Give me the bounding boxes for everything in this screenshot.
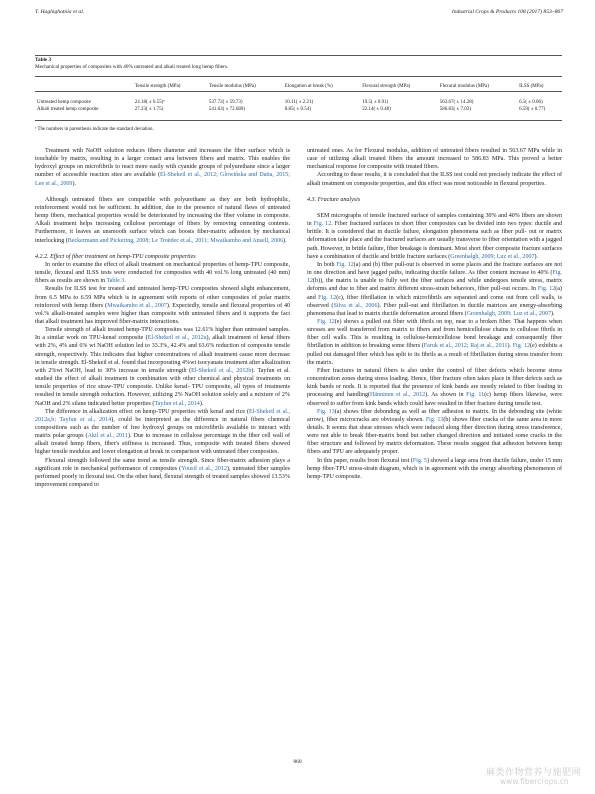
table-cell: 10.11( ± 2.21) [284, 100, 314, 106]
table-cell: Untreated hemp composite [37, 100, 91, 106]
citation-link[interactable]: Fig. 5 [412, 457, 427, 464]
citation-link[interactable]: Akil et al., 2011 [87, 433, 128, 440]
table-header-cell: Tensile modulus (MPa) [208, 84, 256, 89]
table-footnote: ᵃ The numbers in parenthesis indicate the standard deviation. [35, 127, 154, 132]
table-bottom-rule [35, 120, 562, 121]
paragraph: Flexural strength followed the same trend as tensile strength. Since fiber-matrix adhesion plays a significant role in mechanical performance of composites (Yousif et al., 2012), untreated fiber samples performed poorly in flexural test. On the other hand, flexural strength of treated samples showed 13.53% improvement compared to [35, 457, 290, 489]
table-header-cell: ILSS (MPa) [519, 84, 544, 89]
paragraph: untreated ones. As for Flexural modulus, addition of untreated fibers resulted in 563.67 MPa while in case of utilizing alkali treated fibers the amount increased to 586.83 MPa. This proved a better mechanical response for composite with treated fibers. [307, 148, 562, 171]
table-header-cell [35, 84, 133, 91]
table-cell: 586.83( ± 7.03) [439, 106, 471, 112]
table-cell: 563.67( ± 14.28) [439, 100, 474, 106]
citation-link[interactable]: El-Shekeil et al., 2012a,b; Tayfun et al., 2014 [35, 408, 290, 423]
table-header-cell: Flexural strength (MPa) [362, 84, 411, 89]
citation-link[interactable]: Fig. 12 [336, 261, 354, 268]
table-header-cell: Tensile strength (MPa) [134, 84, 181, 89]
citation-link[interactable]: Greenhalgh, 2009; Luz et al., 2007 [466, 310, 551, 317]
citation-link[interactable]: Fig. 12 [318, 294, 337, 301]
table-cell: 6.5( ± 0.06) [519, 100, 543, 106]
citation-link[interactable]: Faruk et al., 2012; Raj et al., 2011 [423, 343, 508, 350]
citation-link[interactable]: Fig. 13 [425, 416, 444, 423]
citation-link[interactable]: Fig. 12 [317, 318, 335, 325]
table-label: Table 3 [35, 57, 52, 63]
citation-link[interactable]: Greenhalgh, 2009; Luz et al., 2007 [450, 253, 535, 260]
paragraph: Fiber fractures in natural fibers is also under the control of fiber defects which become stress concentration zones during stress loading. Hence, fiber fracture often takes place in fiber defects such as kink bands or nods. It is reported that the presence of kink bands are mostly related to fiber loading in processing and handling(Hänninen et al., 2012). As shown in Fig. 11(c) hemp fibers likewise, were observed to suffer from kink bands which could have resulted in fiber fracture during tensile test. [307, 367, 563, 407]
section-heading: 4.3. Fracture analysis [307, 196, 361, 203]
running-header-journal: Industrial Crops & Products 108 (2017) 853–867 [451, 9, 563, 15]
table-header-cell: Elongation at break (%) [284, 84, 333, 89]
citation-link[interactable]: Fig. 12 [537, 286, 556, 293]
table-cell: Alkali treated hemp composite [37, 106, 99, 112]
paragraph: Tensile strength of alkali treated hemp-TPU composites was 12.61% higher than untreated samples. In a similar work on TPU-kenaf composite (El-Shekeil et al., 2012a), alkali treatment of kenaf fibers with 2%, 4% and 6% wt NaOH solution led to 33.3%, 42.4% and 63.6% reduction of composite tensile strength, respectively. This indicates that higher concentrations of alkali treatment cause more decrease in tensile strength. El-Shekeil et al. found that incorporating 4%wt isocyanate treatment after alkalization with 2%wt NaOH, lead to 30% increase in tensile strength (El-Shekeil et al., 2012b). Tayfun et al. studied the effect of alkali treatment in combination with other chemical and physical treatments on tensile properties of rice straw-TPU composite. Unlike kenaf- TPU composite, all types of treatments resulted in tensile strength reduction. However, utilizing 2% NaOH solution solely and a mixture of 2% NaOH and 2% silane indicated better properties (Tayfun et al., 2014). [35, 327, 291, 407]
citation-link[interactable]: Fig. 11 [466, 392, 485, 399]
citation-link[interactable]: Tayfun et al., 2014 [154, 400, 200, 407]
table-header-cell: Flexural modulus (MPa) [439, 84, 489, 89]
citation-link[interactable]: El-Shekeil et al., 2012b [191, 367, 252, 374]
paragraph: In order to examine the effect of alkali treatment on mechanical properties of hemp-TPU composite, tensile, flexural and ILSS tests were conducted for composites with 40 vol.% long untreated (40 mm) fibers as results are shown in Table 3. [35, 261, 290, 285]
table-cell: 27.23( ± 1.75) [134, 106, 164, 112]
table-caption [35, 57, 228, 71]
table-cell: 19.5( ± 0.91) [362, 100, 389, 106]
paragraph: Although untreated fibers are compatible with polyurethane as they are both hydrophilic, reinforcement would not be sufficient. In addition, due to the presence of natural flaws of untreated hemp fibers, mechanical properties would be deteriorated by increasing the fiber volume in composite. Alkali treatment helps increasing cellulose percentage of fibers by removing cementing contents. Furthermore, it leaves an unsmooth surface which can boosts fiber-matrix adhesion by mechanical interlocking (Beckermann and Pickering, 2008; Le Troëdec et al., 2011; Mwaikambo and Ansell, 2006). [35, 196, 290, 244]
citation-link[interactable]: Mwaikambo et al., 2007 [107, 302, 167, 309]
page-number: 860 [293, 759, 302, 765]
table-cell: 22.14( ± 0.48) [362, 106, 391, 112]
citation-link[interactable]: Fig. 12 [512, 343, 531, 350]
citation-link[interactable]: El-Shekeil et al., 2012a [147, 335, 207, 342]
table-row [35, 100, 562, 107]
citation-link[interactable]: Fig. 12 [307, 270, 562, 285]
table-header-row [35, 84, 562, 91]
citation-link[interactable]: Beckermann and Pickering, 2008; Le Troëdec et al., 2011; Mwaikambo and Ansell, 2006 [67, 237, 284, 244]
table-cell: 24.18( ± 6.55)ᵃ [134, 100, 165, 106]
paragraph: Fig. 12(e) shows a pulled out fiber with fibrils on top, near to a broken fiber. That happens when stresses are well transferred from matrix to fibers and from hemicellulose chains to cellulose fibrils in fiber cell walls. This is resulting in cellulose-hemicellulose bond breakage and consequently fiber fibrillation in addition to breaking some fibers (Faruk et al., 2012; Raj et al., 2011). Fig. 12(e) exhibits a pulled out damaged fiber which has split to its fibrils as a result of fibrillation during stress transfer from the matrix. [307, 318, 563, 366]
section-heading: 4.2.2. Effect of fiber treatment on hemp-TPU composite properties [35, 253, 196, 260]
citation-link[interactable]: Silva et al., 2006 [333, 302, 378, 309]
citation-link[interactable]: Fig. 13 [317, 408, 335, 415]
right-column [307, 147, 562, 481]
table-cell: 537.72( ± 59.73) [208, 100, 243, 106]
paragraph: In both Fig. 12(a) and (b) fiber pull-out is observed in some places and the fracture surfaces are not in one direction and have jagged paths, indicating ductile failure. As fiber content increase to 40% (Fig. 12(b)), the matrix is unable to fully wet the fiber surfaces and while undergoes tensile stress, matrix deforms and due to fiber and matrix different stress-strain behaviors, fiber pull-out occurs. In Fig. 12(a) and Fig. 12(c), fiber fibrillation in which microfibrils are separated and come out from cell walls, is observed (Silva et al., 2006). Fiber pull-out and fibrillation in ductile matrices are energy-absorbing phenomena that lead to matrix ductile deformation around fibers (Greenhalgh, 2009; Luz et al., 2007). [307, 261, 563, 317]
table-row [35, 107, 562, 114]
citation-link[interactable]: Hänninen et al., 2012 [370, 392, 426, 399]
table-cell: 8.85( ± 0.54) [284, 106, 311, 112]
citation-link[interactable]: Yousif et al., 2012 [181, 465, 227, 472]
citation-link[interactable]: Table 3 [106, 278, 125, 285]
paragraph: Fig. 13(a) shows fiber debonding as well as fiber adhesion to matrix. In the debonding site (white arrow), fiber microcracks are obviously shown. Fig. 13(b) shows fiber cracks of the same area in more details. It seems that shear stresses which were induced along fiber direction during stress transference, were not able to break fiber-matrix bond but rather changed direction and initiated some cracks in the fiber structure and followed by matrix deformation. These results suggest that adhesion between hemp fibers and TPU are adequately proper. [307, 408, 562, 456]
table-top-rule [35, 55, 562, 56]
watermark-text: 麻类作物营养与施肥网 [486, 768, 582, 778]
watermark-url: www.fibercrops.cn [500, 777, 569, 786]
paragraph: In this paper, results from flexural test (Fig. 5) showed a large area from ductile failure, under 15 mm hemp fiber-TPU stress-strain diagram, which is in agreement with the energy absorbing phenomenon of hemp-TPU composite. [307, 457, 562, 480]
paragraph: The difference in alkalization effect on hemp-TPU properties with kenaf and rice (El-Shekeil et al., 2012a,b; Tayfun et al., 2014), could be interpreted as the difference in natural fibers chemical compositions such as the number of free hydroxyl groups on microfibrils available to interact with matrix polar groups (Akil et al., 2011). Due to increase in cellulose percentage in the fiber cell wall of alkali treated hemp fibers, fiber's stiffness is increased. Thus, composite with treated fibers showed higher tensile modulus and lower elongation at break in comparison with untreated fiber composites. [35, 408, 291, 456]
citation-link[interactable]: El-Shekeil et al., 2012; Glowińska and Datta, 2015; Lee et al., 2009 [35, 172, 290, 187]
table-caption-text: Mechanical properties of composites with 40% untreated and alkali treated long hemp fibers. [35, 64, 229, 70]
mechanical-properties-table [35, 84, 562, 113]
running-header-authors: T. Haghighatnia et al. [35, 9, 85, 15]
paragraph: SEM micrographs of tensile fractured surface of samples containing 30% and 40% fibers are shown in Fig. 12. Fiber fractured surfaces in short fiber composites can be divided into two types: ductile and brittle. It is considered that in ductile failure, elongation phenomena such as fiber pull- out or matrix deformation take place and the fractured surfaces are usually transverse to fiber orientation with a jagged path. However, in brittle failure, fiber breakage is dominant. Most short fiber composite fracture surfaces have a combination of ductile and brittle fracture surfaces (Greenhalgh, 2009; Luz et al., 2007). [307, 212, 563, 260]
paragraph: Results for ILSS test for treated and untreated hemp-TPU composites showed slight enhancement, from 6.5 MPa to 6.59 MPa which is in agreement with reports of other composites of polar matrix reinforced with hemp fibers (Mwaikambo et al., 2007). Expectedly, tensile and flexural properties of 40 vol.% alkali-treated samples were higher than composite with untreated fibers and it supports the fact that alkali treatment has improved fiber-matrix interactions. [35, 286, 290, 325]
table-cell: 541.63( ± 72.680) [208, 106, 245, 112]
paragraph: Treatment with NaOH solution reduces fibers diameter and increases the fiber surface which is touchable by matrix, resulting in a larger contact area between fibers and matrix. This enables the hydroxyl groups on microfibrils to react more easily with cyanide groups of polyurethane since a larger number of accessible reaction sites are available (El-Shekeil et al., 2012; Glowińska and Datta, 2015; Lee et al., 2009). [35, 148, 290, 187]
left-column [35, 147, 290, 489]
paragraph: According to these results, it is concluded that the ILSS test could not precisely indicate the effect of alkali treatment on composite properties, and this effect was most noticeable in flexural properties. [307, 172, 562, 187]
table-header-top-rule [35, 76, 562, 77]
table-cell: 6.59( ± 0.77) [519, 106, 546, 112]
citation-link[interactable]: Fig. 12 [313, 221, 332, 228]
